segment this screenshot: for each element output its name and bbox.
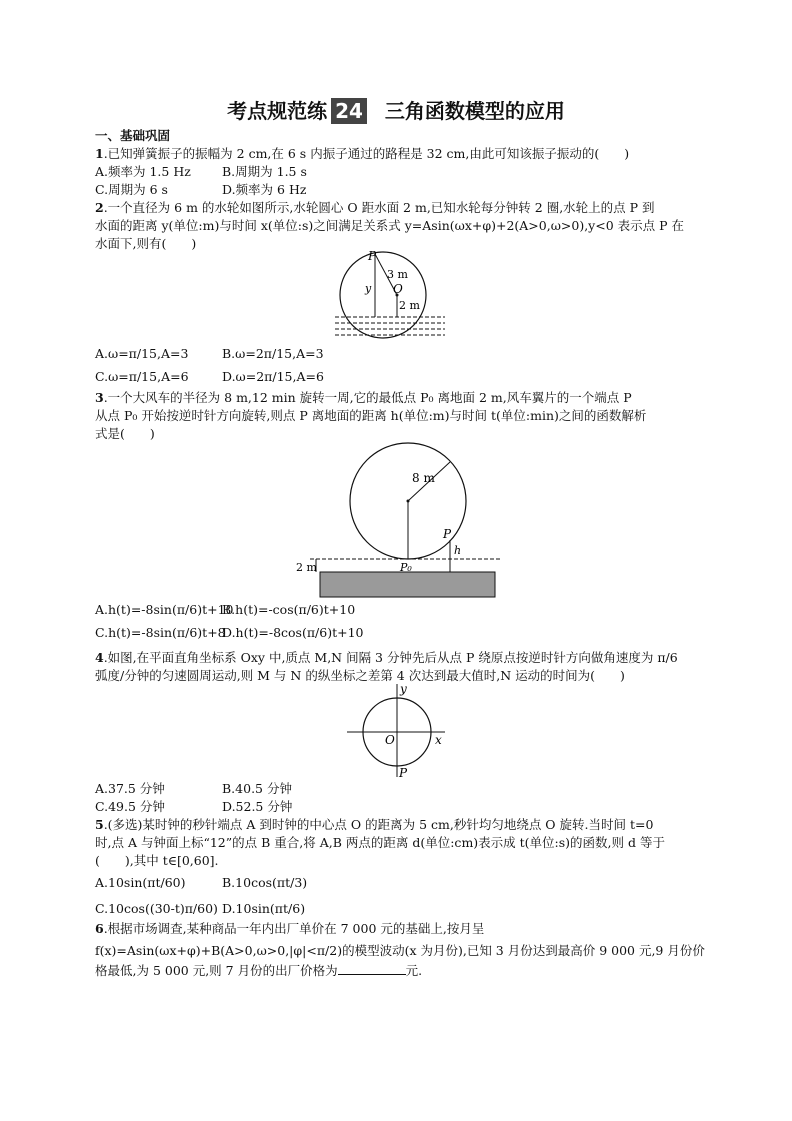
q4-option-d: D.52.5 分钟 [222, 799, 293, 814]
question-1-stem: 1.已知弹簧振子的振幅为 2 cm,在 6 s 内振子通过的路程是 32 cm,由此可知该振子振动的( ) [95, 146, 630, 161]
answer-blank[interactable] [338, 962, 406, 975]
q1-option-a: A.频率为 1.5 Hz [95, 164, 191, 179]
origin-label: O [385, 733, 395, 747]
depth-label: 2 m [399, 299, 420, 312]
question-4-line2: 弧度/分钟的匀速圆周运动,则 M 与 N 的纵坐标之差第 4 次达到最大值时,N 运动的时间为( ) [95, 668, 625, 683]
question-5-line3: ( ),其中 t∈[0,60]. [95, 853, 219, 868]
section-heading: 一、基础巩固 [95, 128, 171, 143]
q5-option-a: A.10sin(πt/60) [95, 875, 186, 890]
q3-option-d: D.h(t)=-8cos(π/6)t+10 [222, 625, 364, 640]
q5-option-b: B.10cos(πt/3) [222, 875, 308, 890]
question-3-line3: 式是( ) [95, 426, 155, 441]
question-5-stem: 5.(多选)某时钟的秒针端点 A 到时钟的中心点 O 的距离为 5 cm,秒针均匀地绕点 O 旋转.当时间 t=0 [95, 817, 654, 832]
point-p-label: P [368, 250, 377, 263]
q1-option-b: B.周期为 1.5 s [222, 164, 307, 179]
q1-option-d: D.频率为 6 Hz [222, 182, 307, 197]
q4-option-a: A.37.5 分钟 [95, 781, 165, 796]
q5-option-c: C.10cos((30-t)π/60) [95, 901, 218, 916]
q2-option-a: A.ω=π/15,A=3 [95, 346, 189, 361]
question-2-line2: 水面的距离 y(单位:m)与时间 x(单位:s)之间满足关系式 y=Asin(ωx+φ)+2(A>0,ω>0),y<0 表示点 P 在 [95, 218, 684, 233]
question-2-line3: 水面下,则有( ) [95, 236, 197, 251]
question-6-line3: 格最低,为 5 000 元,则 7 月份的出厂价格为 元. [95, 963, 423, 978]
axis-x-label: x [435, 733, 442, 747]
page-title: 考点规范练 24 三角函数模型的应用 [227, 99, 565, 123]
question-3-stem: 3.一个大风车的半径为 8 m,12 min 旋转一周,它的最低点 P₀ 离地面 2 m,风车翼片的一个端点 P [95, 390, 632, 405]
waterwheel-figure [335, 250, 445, 342]
q5-option-d: D.10sin(πt/6) [222, 901, 306, 916]
coordinate-figure [345, 682, 455, 778]
windmill-h-label: h [454, 544, 462, 557]
windmill-p0-label: P₀ [400, 561, 412, 574]
windmill-figure [290, 440, 500, 600]
question-2-stem: 2.一个直径为 6 m 的水轮如图所示,水轮圆心 O 距水面 2 m,已知水轮每分钟转 2 圈,水轮上的点 P 到 [95, 200, 655, 215]
y-label: y [365, 282, 372, 295]
point-p-label: P [399, 766, 408, 778]
q3-option-c: C.h(t)=-8sin(π/6)t+8 [95, 625, 226, 640]
q2-option-c: C.ω=π/15,A=6 [95, 369, 189, 384]
q3-option-b: B.h(t)=-cos(π/6)t+10 [222, 602, 356, 617]
question-3-line2: 从点 P₀ 开始按逆时针方向旋转,则点 P 离地面的距离 h(单位:m)与时间 t(单位:min)之间的函数解析 [95, 408, 647, 423]
center-o-label: O [393, 282, 403, 296]
question-6-line2: f(x)=Asin(ωx+φ)+B(A>0,ω>0,|φ|<π/2)的模型波动(x 为月份),已知 3 月份达到最高价 9 000 元,9 月份价 [95, 943, 705, 958]
q2-option-b: B.ω=2π/15,A=3 [222, 346, 324, 361]
axis-y-label: y [400, 682, 407, 696]
windmill-ground-label: 2 m [296, 561, 317, 574]
q2-option-d: D.ω=2π/15,A=6 [222, 369, 324, 384]
title-number: 24 [331, 98, 367, 124]
question-4-stem: 4.如图,在平面直角坐标系 Oxy 中,质点 M,N 间隔 3 分钟先后从点 P 绕原点按逆时针方向做角速度为 π/6 [95, 650, 678, 665]
question-5-line2: 时,点 A 与钟面上标“12”的点 B 重合,将 A,B 两点的距离 d(单位:cm)表示成 t(单位:s)的函数,则 d 等于 [95, 835, 665, 850]
question-6-stem: 6.根据市场调查,某种商品一年内出厂单价在 7 000 元的基础上,按月呈 [95, 921, 485, 936]
windmill-p-label: P [443, 527, 452, 541]
q4-option-b: B.40.5 分钟 [222, 781, 292, 796]
q1-option-c: C.周期为 6 s [95, 182, 168, 197]
windmill-radius-label: 8 m [412, 471, 435, 485]
radius-label: 3 m [387, 268, 408, 281]
q3-option-a: A.h(t)=-8sin(π/6)t+10 [95, 602, 234, 617]
q4-option-c: C.49.5 分钟 [95, 799, 165, 814]
